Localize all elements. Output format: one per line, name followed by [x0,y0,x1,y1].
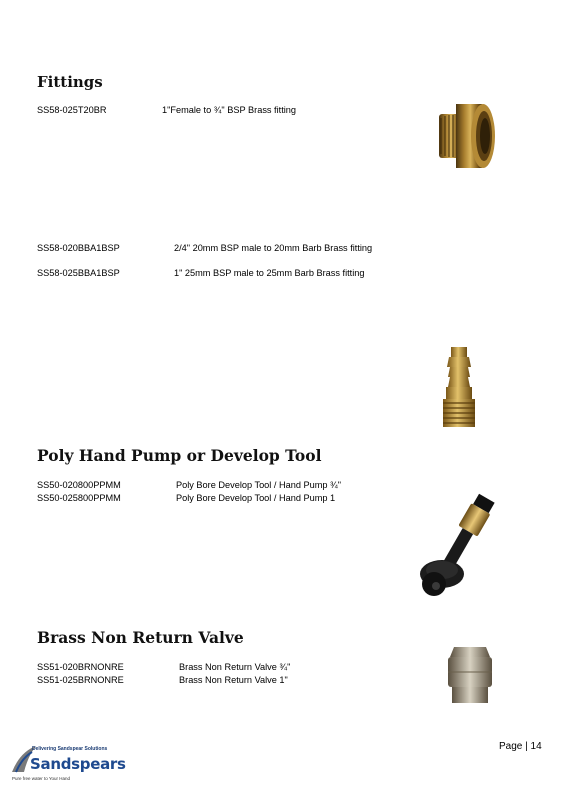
product-code: SS50-020800PPMM [37,480,121,490]
product-code: SS50-025800PPMM [37,493,121,503]
section-title-non-return-valve: Brass Non Return Valve [37,628,244,647]
product-description: 2/4" 20mm BSP male to 20mm Barb Brass fitting [174,243,373,253]
product-code: SS51-020BRNONRE [37,662,124,672]
sandspears-logo [10,744,126,784]
logo-subline: Pure free water to Your Hand [12,776,71,781]
product-description: Poly Bore Develop Tool / Hand Pump ¾" [176,480,341,490]
product-code: SS58-025T20BR [37,105,107,115]
logo-name: Sandspears [30,755,126,773]
product-description: Brass Non Return Valve ¾" [179,662,291,672]
brass-valve-image [446,645,494,707]
product-description: 1"Female to ¾" BSP Brass fitting [162,105,297,115]
product-description: 1" 25mm BSP male to 25mm Barb Brass fitting [174,268,365,278]
section-title-poly-hand-pump: Poly Hand Pump or Develop Tool [37,446,322,465]
logo-tagline: Delivering Sandspear Solutions [32,746,108,752]
product-code: SS58-020BBA1BSP [37,243,120,253]
product-description: Brass Non Return Valve 1" [179,675,288,685]
poly-hand-pump-image [412,492,500,602]
product-code: SS58-025BBA1BSP [37,268,120,278]
page-number: Page | 14 [499,741,542,752]
brass-female-fitting-image [436,100,498,172]
product-code: SS51-025BRNONRE [37,675,124,685]
brass-barb-fitting-image [440,345,478,430]
product-description: Poly Bore Develop Tool / Hand Pump 1 [176,493,336,503]
section-title-fittings: Fittings [37,73,103,91]
